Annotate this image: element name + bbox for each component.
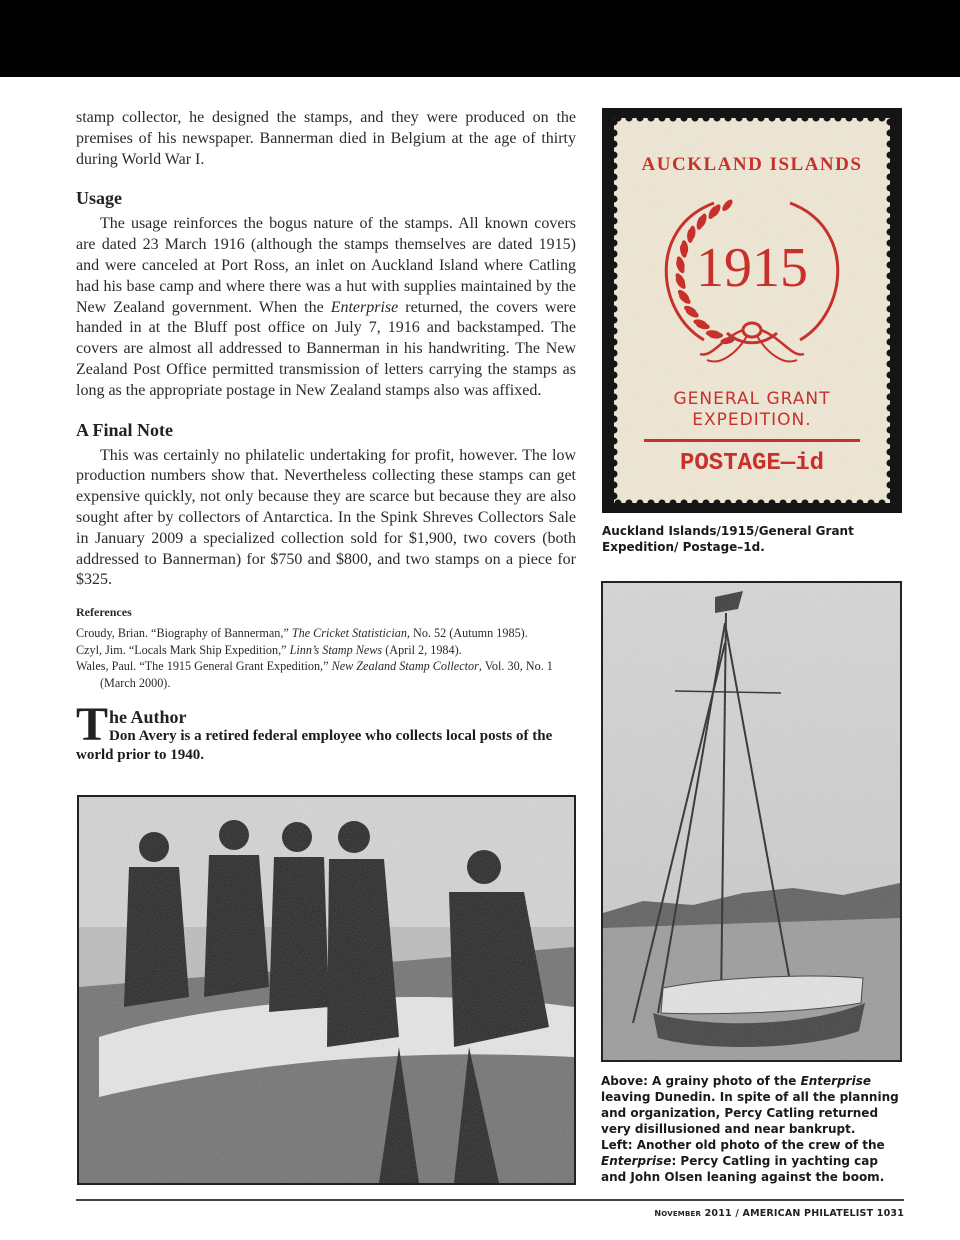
caption-italic: Enterprise: [601, 1154, 672, 1168]
footer-month: NOVEMBER: [654, 1209, 702, 1218]
caption-text: Left: Another old photo of the crew of the: [601, 1138, 885, 1152]
footer-text: 2011 / AMERICAN PHILATELIST 1031: [701, 1208, 904, 1219]
ref-text: Czyl, Jim. “Locals Mark Ship Expedition,”: [76, 642, 290, 657]
final-note-heading: A Final Note: [76, 419, 173, 440]
stamp-line1: GENERAL GRANT: [673, 389, 831, 409]
reference-item: [76, 658, 576, 691]
ref-source: Linn’s Stamp News: [289, 642, 383, 657]
final-note-paragraph: This was certainly no philatelic undertaking for profit, however. The low production numbers show that. Nevertheless collecting these stamps can get expensive quickly, not only because they are scarce but because they are also sought after by collectors of Antarctica. In the Spink Shreves Collectors Sale in January 2009 a specialized collection sold for $1,900, two covers (both addressed to Bannerman) for $750 and $800, and two stamps on a piece for $325.: [76, 446, 576, 589]
enterprise-italic: Enterprise: [330, 298, 399, 316]
boat-photo-svg: [603, 583, 900, 1060]
page-footer: [654, 1208, 904, 1219]
caption-italic: Enterprise: [800, 1074, 871, 1088]
stamp-svg: [602, 108, 902, 513]
reference-item: [76, 642, 576, 659]
caption-text: Above: A grainy photo of the: [601, 1074, 801, 1088]
author-bio-cont: world prior to 1940.: [76, 747, 205, 764]
author-title: he Author: [109, 707, 187, 728]
ref-text: (April 2, 1984).: [382, 642, 462, 657]
usage-paragraph: [76, 214, 576, 401]
ref-text: Wales, Paul. “The 1915 General Grant Expedition,”: [76, 659, 332, 674]
usage-text-a: The usage reinforces the bogus nature of the stamps. All known covers are dated 23 March 1916 (although the stamps themselves are dated 1915) and were canceled at Port Ross, an inlet on Auckland Island where Catling had his base camp and where there was a hut with supplies maintained by the New Zealand government. When the: [76, 215, 576, 316]
header-bar: [0, 0, 960, 77]
stamp-postage: POSTAGE—id: [679, 450, 825, 477]
left-column: [76, 108, 576, 765]
footer-rule: [76, 1199, 904, 1201]
ref-source: The Cricket Statistician: [291, 626, 407, 641]
caption-text: : Percy Catling in yachting cap and John Olsen leaning against the boom.: [601, 1154, 885, 1184]
ref-text: , No. 52 (Autumn 1985).: [406, 626, 528, 641]
crew-photo-svg: [79, 797, 574, 1183]
stamp-top-line: AUCKLAND ISLANDS: [641, 154, 863, 175]
author-box: [76, 698, 576, 765]
author-drop-cap: T: [76, 698, 109, 752]
ref-text: , Vol. 30, No. 1 (March 2000).: [100, 659, 553, 690]
stamp-caption: Auckland Islands/1915/General Grant Expedition/ Postage–1d.: [602, 524, 854, 554]
ref-text: Croudy, Brian. “Biography of Bannerman,”: [76, 626, 292, 641]
caption-text: leaving Dunedin. In spite of all the planning and organization, Percy Catling returned very disillusioned and near bankrupt.: [601, 1090, 899, 1136]
reference-item: [76, 625, 576, 642]
stamp-year: 1915: [696, 237, 808, 299]
references-title: References: [76, 605, 132, 620]
usage-heading: Usage: [76, 188, 122, 209]
author-bio: Don Avery is a retired federal employee who collects local posts of the: [109, 728, 553, 745]
usage-text-b: returned, the covers were handed in at the Bluff post office on July 7, 1916 and backstamped. The covers are almost all addressed to Bannerman in his handwriting. The New Zealand Post Office permitted transmission of letters carrying the stamps as long as the appropriate postage in New Zealand stamps also was affixed.: [76, 298, 576, 399]
ref-source: New Zealand Stamp Collector: [331, 659, 479, 674]
stamp-line2: EXPEDITION.: [692, 410, 812, 430]
references: [76, 605, 576, 691]
boat-photo: [601, 581, 902, 1062]
stamp-image: [602, 108, 902, 513]
intro-paragraph: stamp collector, he designed the stamps, and they were produced on the premises of his newspaper. Bannerman died in Belgium at the age of thirty during World War I.: [76, 109, 576, 168]
boat-caption: [601, 1073, 903, 1185]
crew-photo: [77, 795, 576, 1185]
